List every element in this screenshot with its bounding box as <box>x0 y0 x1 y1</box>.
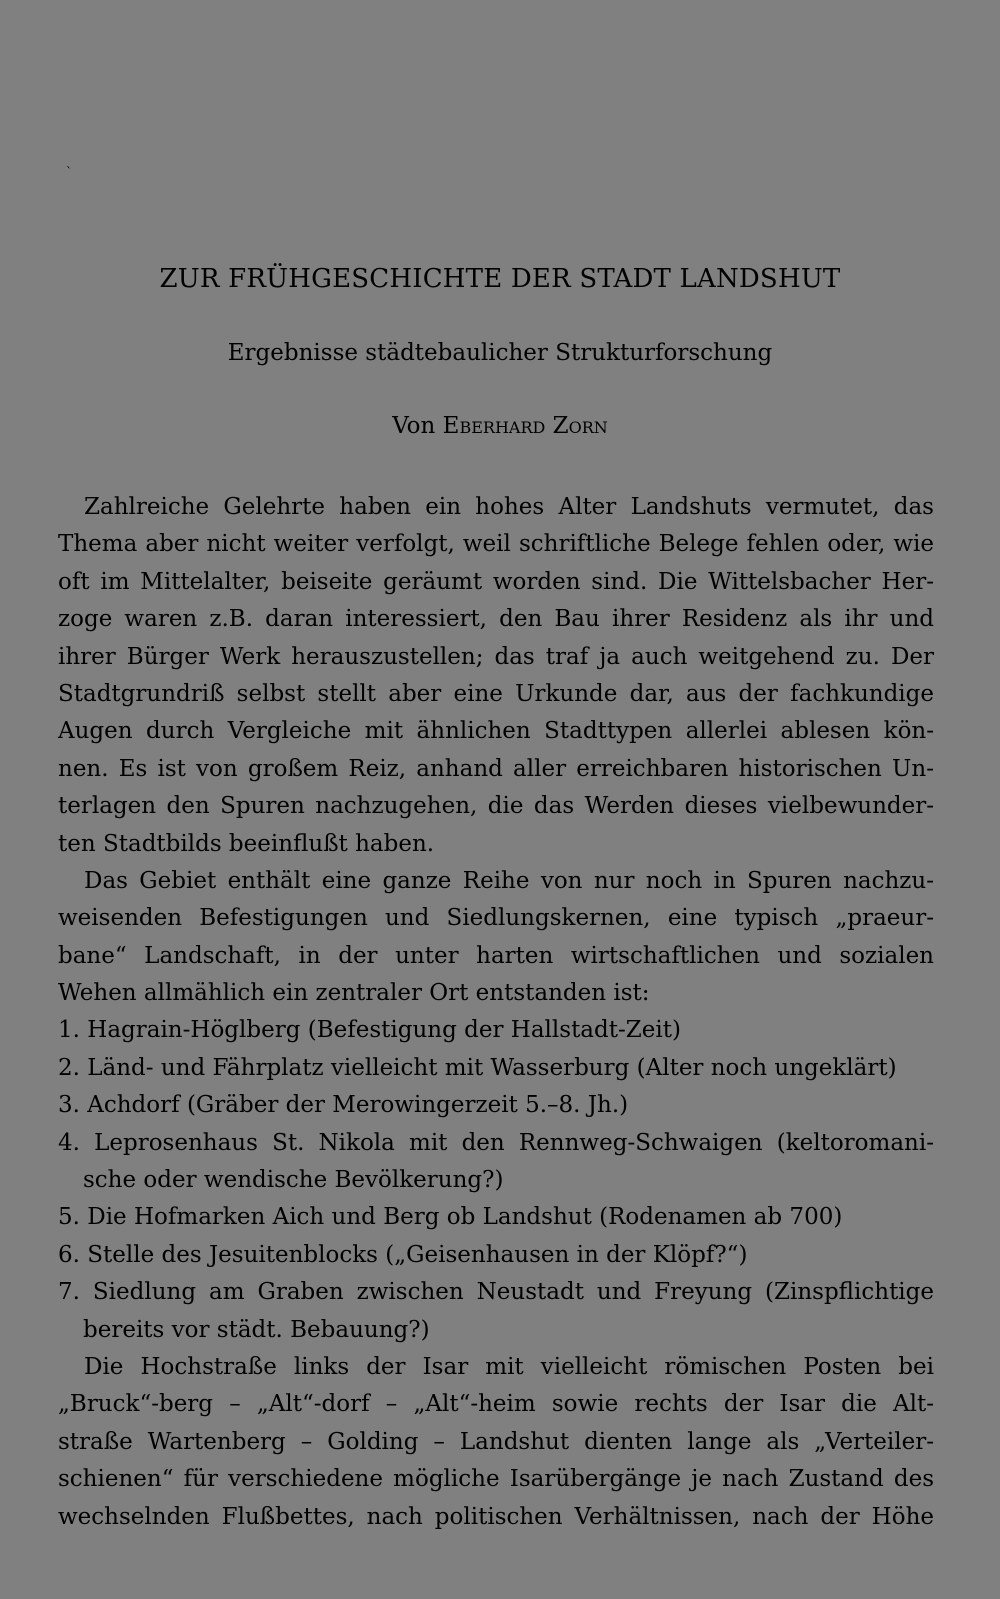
paragraph-1 <box>58 489 934 863</box>
text-line: ihrer Bürger Werk herauszustellen; das traf ja auch weitgehend zu. Der <box>58 643 934 670</box>
text-line: Zahlreiche Gelehrte haben ein hohes Alter Landshuts vermutet, das <box>84 494 934 520</box>
text-line: „Bruck“-berg – „Alt“-dorf – „Alt“-heim sowie rechts der Isar die Alt- <box>58 1391 934 1418</box>
paragraph-3 <box>58 1349 934 1536</box>
text-line: Das Gebiet enthält eine ganze Reihe von nur noch in Spuren nachzu- <box>84 867 934 894</box>
list-item: 5. Die Hofmarken Aich und Berg ob Landshut (Rodenamen ab 700) <box>58 1204 843 1231</box>
list-item: 2. Länd- und Fährplatz vielleicht mit Wasserburg (Alter noch ungeklärt) <box>58 1054 897 1081</box>
page-speck-mark: ` <box>66 165 72 179</box>
text-line: weisenden Befestigungen und Siedlungskernen, eine typisch „praeur- <box>58 905 934 932</box>
text-line: nen. Es ist von großem Reiz, anhand aller erreichbaren historischen Un- <box>58 755 934 782</box>
author-name: Eberhard Zorn <box>442 413 608 439</box>
article-title: ZUR FRÜHGESCHICHTE DER STADT LANDSHUT <box>159 264 841 294</box>
list-item: 6. Stelle des Jesuitenblocks („Geisenhausen in der Klöpf?“) <box>58 1241 748 1268</box>
list-item: 3. Achdorf (Gräber der Merowingerzeit 5.–8. Jh.) <box>58 1092 629 1119</box>
text-line: terlagen den Spuren nachzugehen, die das Werden dieses vielbewunder- <box>58 793 934 820</box>
text-line: wechselnden Flußbettes, nach politischen Verhältnissen, nach der Höhe <box>58 1503 934 1530</box>
list-item: 4. Leprosenhaus St. Nikola mit den Rennweg-Schwaigen (keltoromani- <box>58 1129 934 1156</box>
author-prefix: Von <box>392 413 436 439</box>
text-line: ten Stadtbilds beeinflußt haben. <box>58 830 435 857</box>
text-line: straße Wartenberg – Golding – Landshut dienten lange als „Verteiler- <box>58 1428 934 1455</box>
list-item: 7. Siedlung am Graben zwischen Neustadt und Freyung (Zinspflichtige <box>58 1279 934 1306</box>
list-item-continuation: bereits vor städt. Bebauung?) <box>83 1316 430 1343</box>
paragraph-2 <box>58 863 934 1013</box>
text-line: Stadtgrundriß selbst stellt aber eine Urkunde dar, aus der fachkundige <box>58 680 934 707</box>
author-line <box>0 413 1000 439</box>
list-item-continuation: sche oder wendische Bevölkerung?) <box>83 1167 504 1194</box>
article-subtitle: Ergebnisse städtebaulicher Strukturforschung <box>227 340 773 366</box>
settlement-list <box>58 1012 934 1349</box>
text-line: zoge waren z.B. daran interessiert, den Bau ihrer Residenz als ihr und <box>58 606 934 633</box>
text-line: Die Hochstraße links der Isar mit vielleicht römischen Posten bei <box>84 1353 934 1380</box>
article-body <box>58 489 934 1536</box>
list-item: 1. Hagrain-Höglberg (Befestigung der Hallstadt-Zeit) <box>58 1017 681 1044</box>
text-line: oft im Mittelalter, beiseite geräumt worden sind. Die Wittelsbacher Her- <box>58 568 934 595</box>
text-line: bane“ Landschaft, in der unter harten wirtschaftlichen und sozialen <box>58 942 934 969</box>
text-line: schienen“ für verschiedene mögliche Isarübergänge je nach Zustand des <box>58 1466 934 1493</box>
text-line: Thema aber nicht weiter verfolgt, weil schriftliche Belege fehlen oder, wie <box>58 531 934 558</box>
text-line: Wehen allmählich ein zentraler Ort entstanden ist: <box>58 980 650 1007</box>
text-line: Augen durch Vergleiche mit ähnlichen Stadttypen allerlei ablesen kön- <box>58 718 934 745</box>
